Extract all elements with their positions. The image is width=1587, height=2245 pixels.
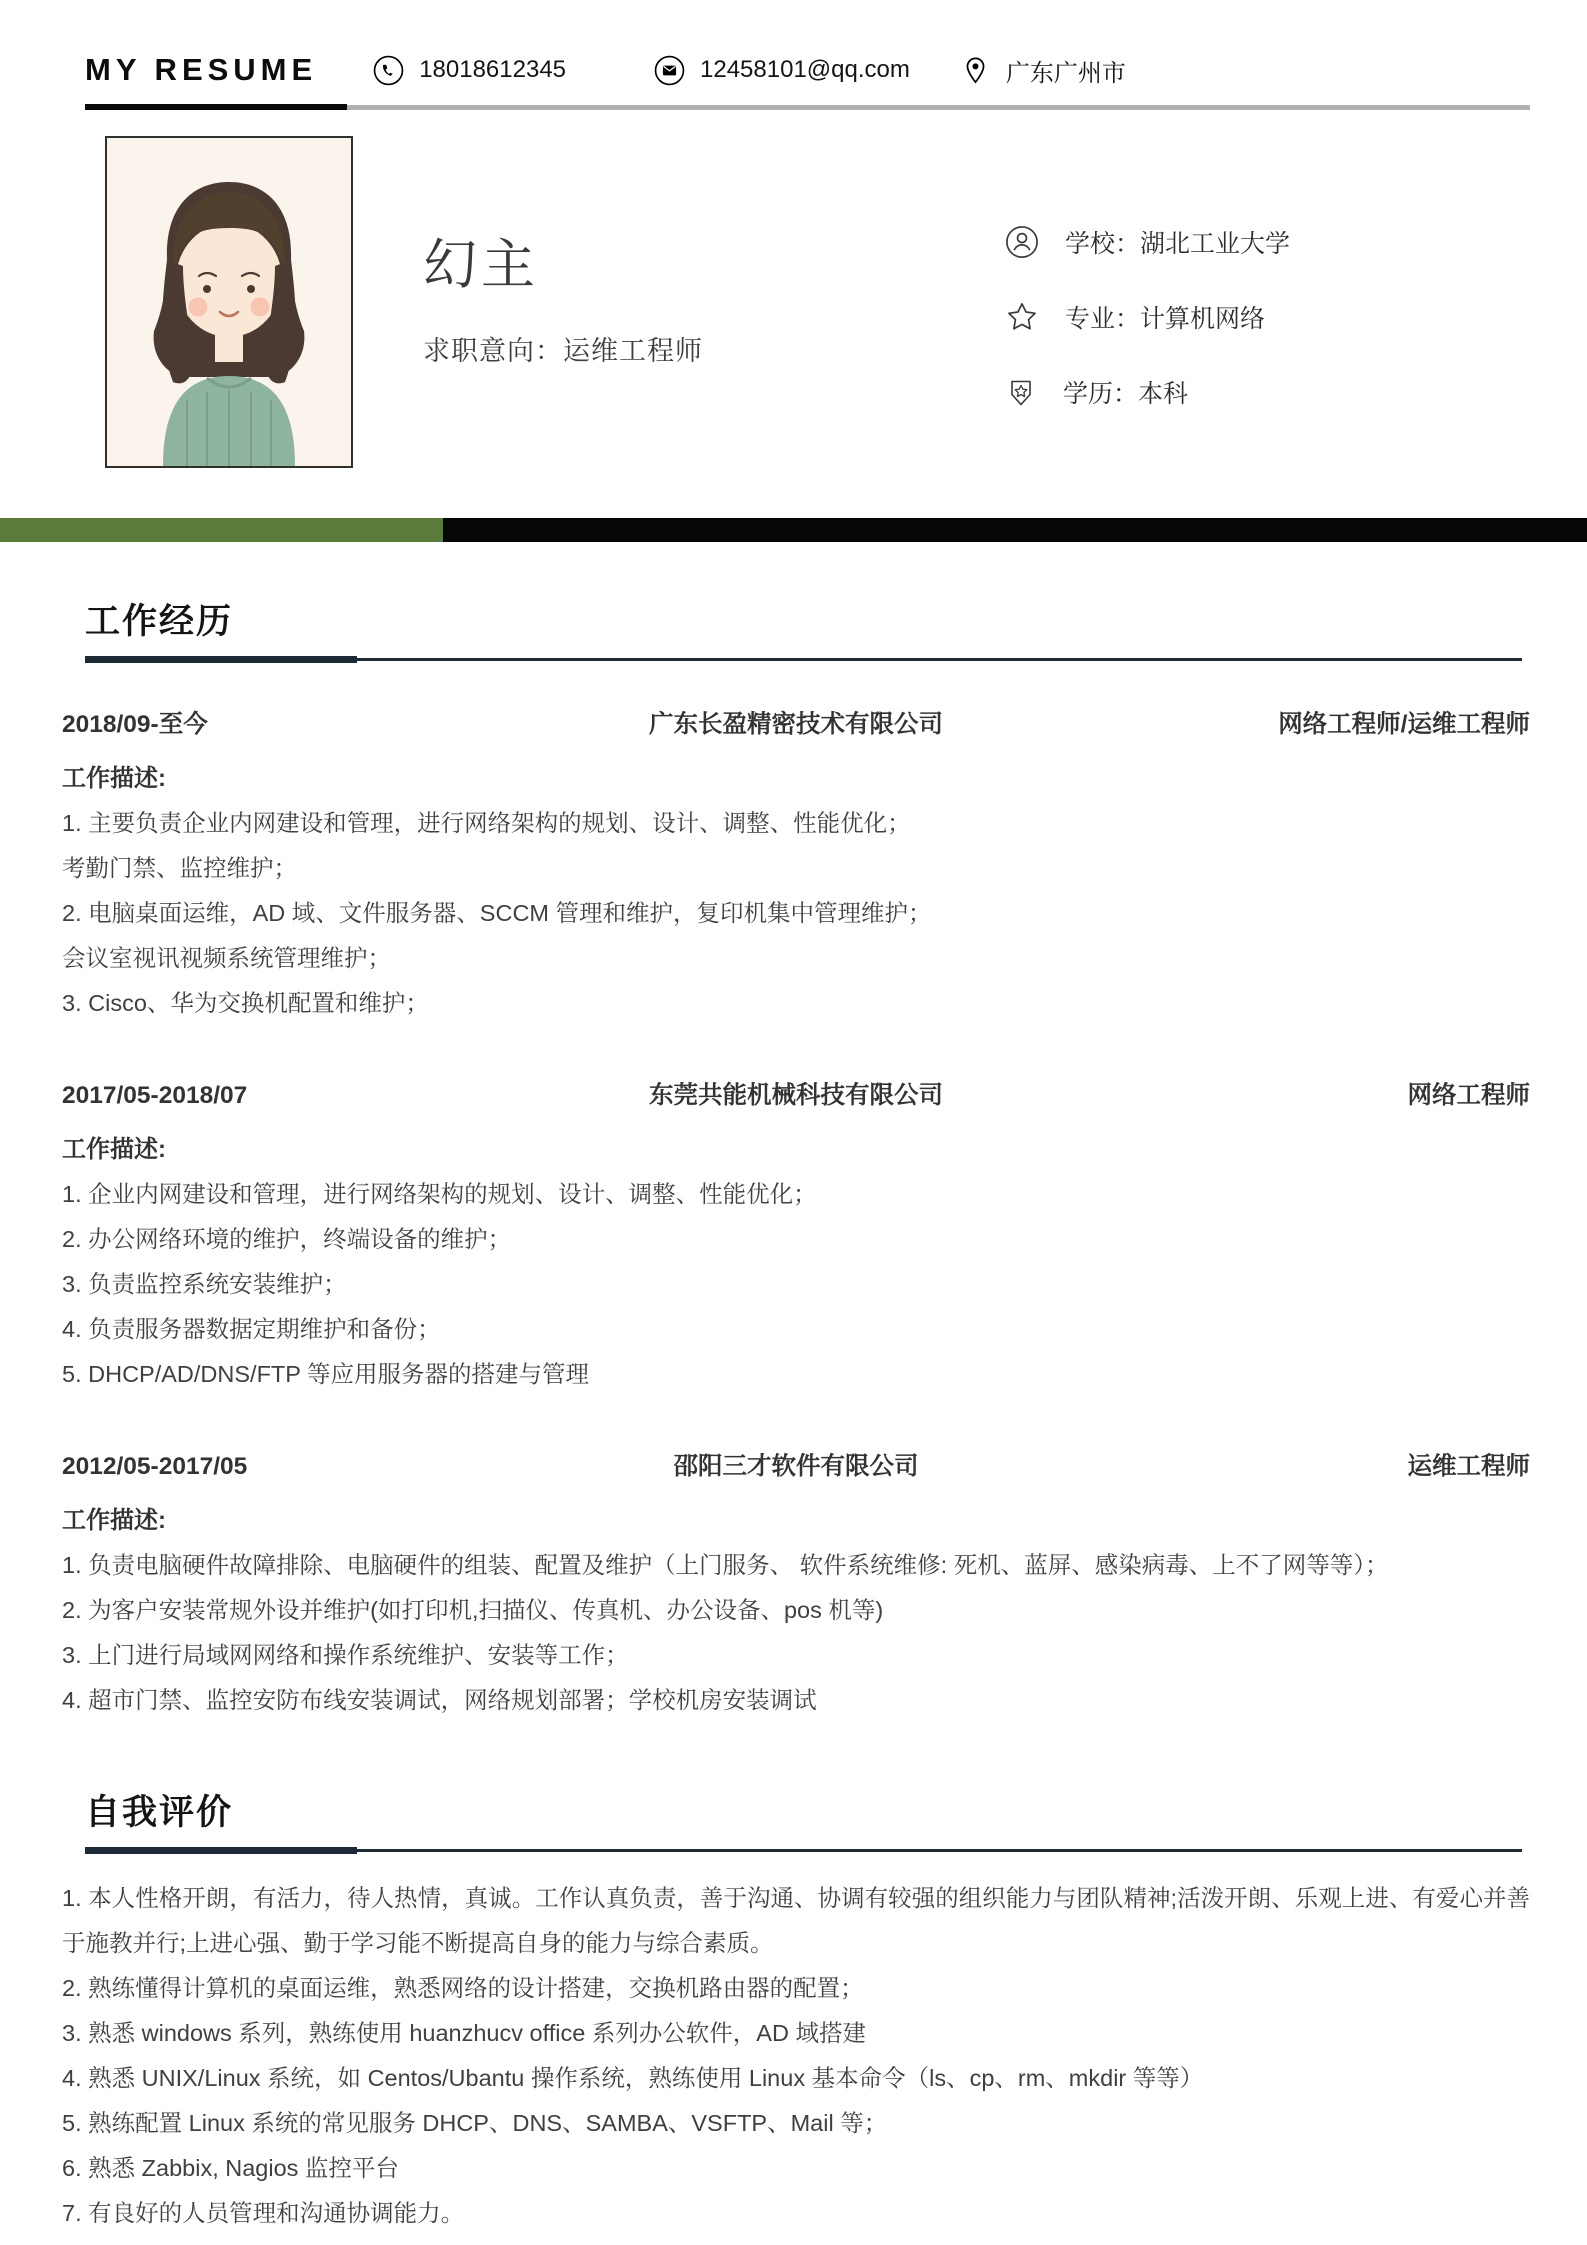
desc-line: 3. 负责监控系统安装维护； — [62, 1271, 347, 1297]
school-label: 学校：湖北工业大学 — [1065, 230, 1291, 258]
degree-label: 学历：本科 — [1063, 380, 1189, 408]
entry-period: 2012/05-2017/05 — [62, 1453, 248, 1480]
desc-label: 工作描述: — [62, 1507, 166, 1534]
self-eval-line: 4. 熟悉 UNIX/Linux 系统，如 Centos/Ubantu 操作系统，熟练使用 Linux 基本命令（ls、cp、rm、mkdir 等等） — [62, 2065, 1204, 2091]
divider-band — [0, 518, 1587, 542]
rule-thick-segment — [85, 1847, 357, 1854]
header-rule — [85, 104, 1530, 110]
entry-description — [62, 801, 1530, 1026]
entry-header — [62, 705, 1530, 740]
self-eval-line: 5. 熟练配置 Linux 系统的常见服务 DHCP、DNS、SAMBA、VSFTP、Mail 等； — [62, 2110, 888, 2136]
resume-page — [0, 0, 1587, 468]
self-evaluation-list — [62, 1876, 1530, 2236]
person-icon — [1005, 225, 1039, 259]
work-entry — [62, 1076, 1530, 1397]
desc-line: 4. 负责服务器数据定期维护和备份； — [62, 1316, 441, 1342]
section-title-work: 工作经历 — [85, 602, 234, 641]
major-label: 专业：计算机网络 — [1065, 305, 1266, 333]
entry-description — [62, 1172, 1530, 1397]
work-entry — [62, 1447, 1530, 1723]
mail-icon — [654, 55, 685, 86]
desc-line: 3. Cisco、华为交换机配置和维护； — [62, 990, 429, 1016]
entry-header — [62, 1076, 1530, 1111]
header-rule-dark-segment — [85, 104, 347, 110]
phone-number: 18018612345 — [419, 56, 567, 83]
rule-thin-segment — [357, 658, 1522, 661]
contact-phone — [373, 55, 566, 86]
section-work-experience — [62, 594, 1530, 1723]
desc-line: 4. 超市门禁、监控安防布线安装调试，网络规划部署；学校机房安装调试 — [62, 1687, 817, 1713]
info-row-degree — [1005, 374, 1290, 410]
entry-role: 网络工程师 — [1407, 1082, 1530, 1109]
rule-thin-segment — [357, 1849, 1522, 1852]
entry-description — [62, 1543, 1530, 1723]
entry-role: 网络工程师/运维工程师 — [1278, 711, 1530, 738]
info-row-major — [1005, 299, 1290, 335]
phone-icon — [373, 55, 404, 86]
location-text: 广东广州市 — [1005, 59, 1126, 87]
self-eval-line: 7. 有良好的人员管理和沟通协调能力。 — [62, 2200, 465, 2226]
education-info — [1005, 224, 1290, 410]
email-address: 12458101@qq.com — [700, 56, 910, 83]
entry-company: 邵阳三才软件有限公司 — [673, 1453, 919, 1480]
entry-company: 广东长盈精密技术有限公司 — [649, 711, 943, 738]
section-rule — [85, 656, 1522, 663]
desc-label: 工作描述: — [62, 1136, 166, 1163]
desc-line: 5. DHCP/AD/DNS/FTP 等应用服务器的搭建与管理 — [62, 1361, 590, 1387]
entry-header — [62, 1447, 1530, 1482]
entry-period: 2018/09-至今 — [62, 711, 208, 738]
section-self-evaluation — [62, 1785, 1530, 2236]
self-eval-line: 3. 熟悉 windows 系列，熟练使用 huanzhucv office 系列办公软件，AD 域搭建 — [62, 2020, 866, 2046]
desc-line: 2. 办公网络环境的维护，终端设备的维护； — [62, 1226, 512, 1252]
desc-line: 2. 为客户安装常规外设并维护(如打印机,扫描仪、传真机、办公设备、pos 机等) — [62, 1597, 884, 1623]
contact-location — [960, 53, 1126, 88]
desc-line: 1. 负责电脑硬件故障排除、电脑硬件的组装、配置及维护（上门服务、 软件系统维修: 死机、蓝屏、感染病毒、上不了网等等）； — [62, 1552, 1389, 1578]
avatar — [105, 136, 353, 468]
contact-email — [654, 55, 910, 86]
section-rule — [85, 1847, 1522, 1854]
location-pin-icon — [960, 55, 991, 86]
profile-section — [105, 136, 1530, 468]
header — [85, 0, 1530, 88]
degree-badge-icon — [1005, 376, 1037, 408]
desc-line: 2. 电脑桌面运维，AD 域、文件服务器、SCCM 管理和维护，复印机集中管理维护； — [62, 900, 932, 926]
desc-line: 1. 企业内网建设和管理，进行网络架构的规划、设计、调整、性能优化； — [62, 1181, 817, 1207]
work-entry — [62, 705, 1530, 1026]
entry-company: 东莞共能机械科技有限公司 — [649, 1082, 943, 1109]
info-row-school — [1005, 224, 1290, 260]
self-eval-line: 1. 本人性格开朗，有活力，待人热情，真诚。工作认真负责，善于沟通、协调有较强的组织能力与团队精神;活泼开朗、乐观上进、有爱心并善于施教并行;上进心强、勤于学习能不断提高自身的能力与综合素质。 — [62, 1885, 1530, 1956]
desc-line: 1. 主要负责企业内网建设和管理，进行网络架构的规划、设计、调整、性能优化； — [62, 810, 911, 836]
candidate-name: 幻主 — [423, 235, 539, 295]
name-block — [423, 222, 703, 368]
desc-line: 会议室视讯视频系统管理维护； — [62, 945, 391, 971]
desc-line: 3. 上门进行局域网网络和操作系统维护、安装等工作； — [62, 1642, 629, 1668]
job-intention: 求职意向：运维工程师 — [423, 336, 703, 366]
entry-period: 2017/05-2018/07 — [62, 1082, 248, 1109]
header-rule-gray-segment — [347, 105, 1530, 110]
desc-line: 考勤门禁、监控维护； — [62, 855, 297, 881]
self-eval-line: 6. 熟悉 Zabbix, Nagios 监控平台 — [62, 2155, 399, 2181]
divider-band-black — [443, 518, 1587, 542]
star-icon — [1005, 300, 1039, 334]
page-title: MY RESUME — [85, 52, 318, 87]
section-title-self-eval: 自我评价 — [85, 1793, 234, 1832]
self-eval-line: 2. 熟练懂得计算机的桌面运维，熟悉网络的设计搭建，交换机路由器的配置； — [62, 1975, 864, 2001]
entry-role: 运维工程师 — [1407, 1453, 1530, 1480]
divider-band-green — [0, 518, 443, 542]
rule-thick-segment — [85, 656, 357, 663]
desc-label: 工作描述: — [62, 765, 166, 792]
